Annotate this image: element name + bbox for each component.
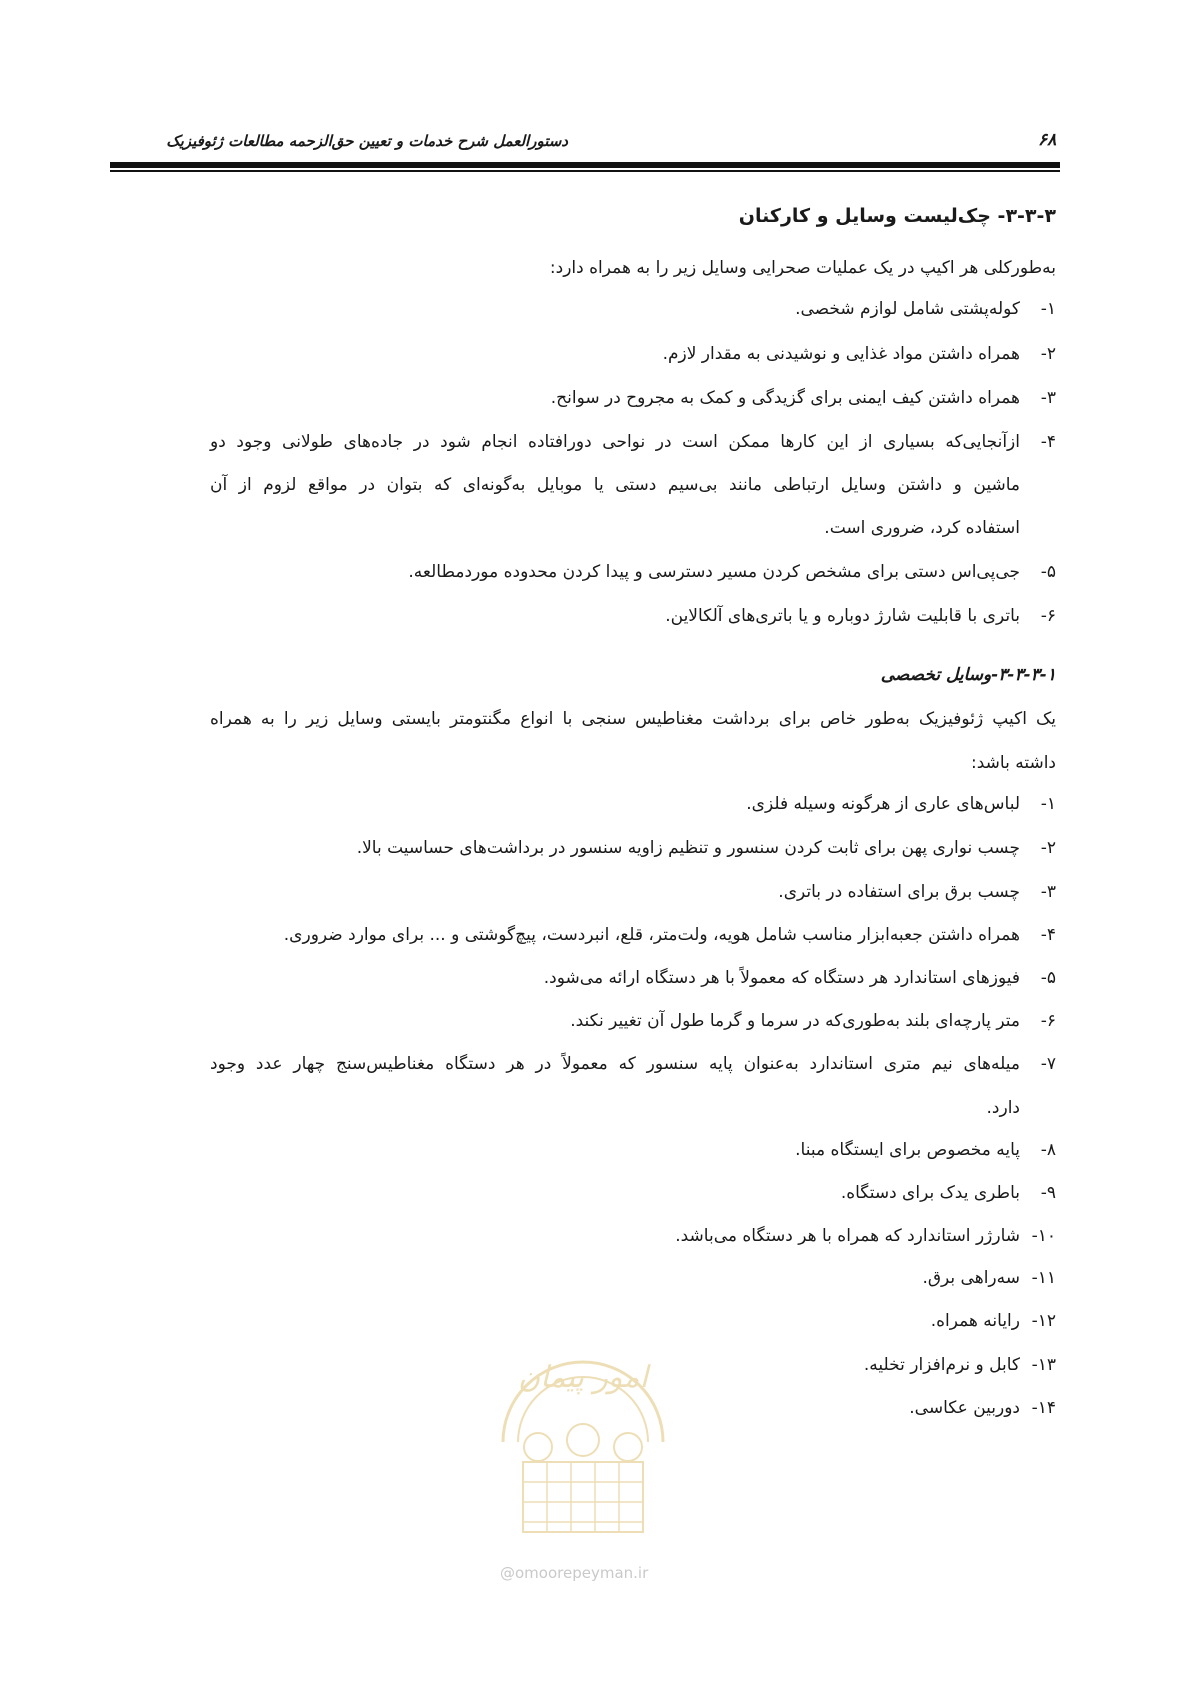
list-item (210, 1052, 1056, 1076)
list-item (909, 1396, 1056, 1420)
list-item-text: میله‌های نیم متری استاندارد به‌عنوان پایه سنسور که معمولاً در هر دستگاه مغناطیس‌سنج چهار عدد وجود (210, 1054, 1020, 1074)
list-item (210, 430, 1056, 454)
list-item-number: ۲- (1040, 838, 1056, 858)
list-item-text: شارژر استاندارد که همراه با هر دستگاه می‌باشد. (675, 1226, 1020, 1246)
list-item-text: دوربین عکاسی. (909, 1398, 1020, 1418)
list-item (795, 297, 1056, 321)
list-item-number: ۳- (1040, 388, 1056, 408)
list-item-number: ۵- (1040, 968, 1056, 988)
list-item (544, 966, 1056, 990)
list-item-text: باطری یدک برای دستگاه. (840, 1183, 1020, 1203)
list-item (795, 1138, 1056, 1162)
list-item-text: سه‌راهی برق. (922, 1268, 1020, 1288)
subsection-heading: ۳-۳-۳-۱-وسایل تخصصی (880, 665, 1056, 685)
list-item-text: جی‌پی‌اس دستی برای مشخص کردن مسیر دسترسی و پیدا کردن محدوده موردمطالعه. (408, 562, 1020, 582)
list-item-number: ۹- (1040, 1183, 1056, 1203)
list-item-number: ۷- (1040, 1054, 1056, 1074)
list-item-text-continued: دارد. (986, 1098, 1020, 1118)
list-item-number: ۳- (1040, 882, 1056, 902)
page-header (110, 128, 1060, 158)
list-item-number: ۵- (1040, 562, 1056, 582)
list-item (665, 604, 1056, 628)
list-item-text: همراه داشتن کیف ایمنی برای گزیدگی و کمک به مجروح در سوانح. (550, 388, 1020, 408)
list-item-text: باتری با قابلیت شارژ دوباره و یا باتری‌های آلکالاین. (665, 606, 1020, 626)
list-item-number: ۱۲- (1031, 1311, 1056, 1331)
section-heading: ۳-۳-۳- چک‌لیست وسایل و کارکنان (738, 205, 1056, 227)
list-item-number: ۲- (1040, 344, 1056, 364)
list-item-text: ازآنجایی‌که بسیاری از این کارها ممکن است در نواحی دورافتاده انجام شود در جاده‌های طولانی وجود دو (210, 432, 1020, 452)
list-item (922, 1266, 1056, 1290)
list-item (284, 923, 1056, 947)
list-item-text: همراه داشتن جعبه‌ابزار مناسب شامل هویه، ولت‌متر، قلع، انبردست، پیچ‌گوشتی و ... برای موارد ضروری. (283, 925, 1020, 945)
list-item-text: کوله‌پشتی شامل لوازم شخصی. (795, 299, 1020, 319)
list-item (675, 1224, 1056, 1248)
list-item-number: ۴- (1040, 925, 1056, 945)
list-item-text: چسب نواری پهن برای ثابت کردن سنسور و تنظیم زاویه سنسور در برداشت‌های حساسیت بالا. (356, 838, 1020, 858)
list-item-number: ۱۱- (1031, 1268, 1056, 1288)
list-item (931, 1309, 1056, 1333)
list-item-number: ۱۰- (1031, 1226, 1056, 1246)
list-item-text: چسب برق برای استفاده در باتری. (778, 882, 1020, 902)
list-item (663, 342, 1056, 366)
list-item (746, 792, 1056, 816)
list-item-number: ۱- (1040, 299, 1056, 319)
list-item (864, 1353, 1056, 1377)
section-intro: به‌طورکلی هر اکیپ در یک عملیات صحرایی وسایل زیر را به همراه دارد: (549, 258, 1056, 278)
list-item-text: کابل و نرم‌افزار تخلیه. (863, 1355, 1020, 1375)
list-item-text: همراه داشتن مواد غذایی و نوشیدنی به مقدار لازم. (662, 344, 1020, 364)
watermark-logo-text: امور پیمان (518, 1360, 648, 1395)
list-item-number: ۶- (1040, 1011, 1056, 1031)
list-item-text: رایانه همراه. (930, 1311, 1020, 1331)
list-item-number: ۶- (1040, 606, 1056, 626)
list-item-text: پایه مخصوص برای ایستگاه مبنا. (795, 1140, 1020, 1160)
subsection-intro: یک اکیپ ژئوفیزیک به‌طور خاص برای برداشت مغناطیس سنجی با انواع مگنتومتر بایستی وسایل زیر را به همراه (210, 709, 1056, 729)
watermark-url: @omoorepeyman.ir (500, 1564, 649, 1582)
list-item-text: متر پارچه‌ای بلند به‌طوری‌که در سرما و گرما طول آن تغییر نکند. (570, 1011, 1020, 1031)
list-item (778, 880, 1056, 904)
list-item-number: ۱- (1040, 794, 1056, 814)
header-rule-thin (110, 170, 1060, 172)
list-item-text: فیوزهای استاندارد هر دستگاه که معمولاً با هر دستگاه ارائه می‌شود. (543, 968, 1020, 988)
list-item-text-continued: ماشین و داشتن وسایل ارتباطی مانند بی‌سیم دستی یا موبایل به‌گونه‌ای که بتوان در مواقع لزوم از آن (210, 475, 1020, 495)
page-number: ۶۸ (1038, 130, 1057, 150)
list-item-number: ۸- (1040, 1140, 1056, 1160)
list-item-text: لباس‌های عاری از هرگونه وسیله فلزی. (746, 794, 1020, 814)
header-title: دستورالعمل شرح خدمات و تعیین حق‌الزحمه مطالعات ژئوفیزیک (166, 132, 568, 150)
list-item (570, 1009, 1056, 1033)
list-item-number: ۴- (1040, 432, 1056, 452)
list-item (357, 836, 1056, 860)
list-item-number: ۱۴- (1031, 1398, 1056, 1418)
subsection-intro-continued: داشته باشد: (971, 753, 1056, 773)
list-item (841, 1181, 1056, 1205)
list-item (551, 386, 1056, 410)
list-item-number: ۱۳- (1031, 1355, 1056, 1375)
list-item-text-continued: استفاده کرد، ضروری است. (824, 518, 1020, 538)
header-rule-thick (110, 162, 1060, 168)
list-item (408, 560, 1056, 584)
watermark-logo (483, 1312, 683, 1558)
